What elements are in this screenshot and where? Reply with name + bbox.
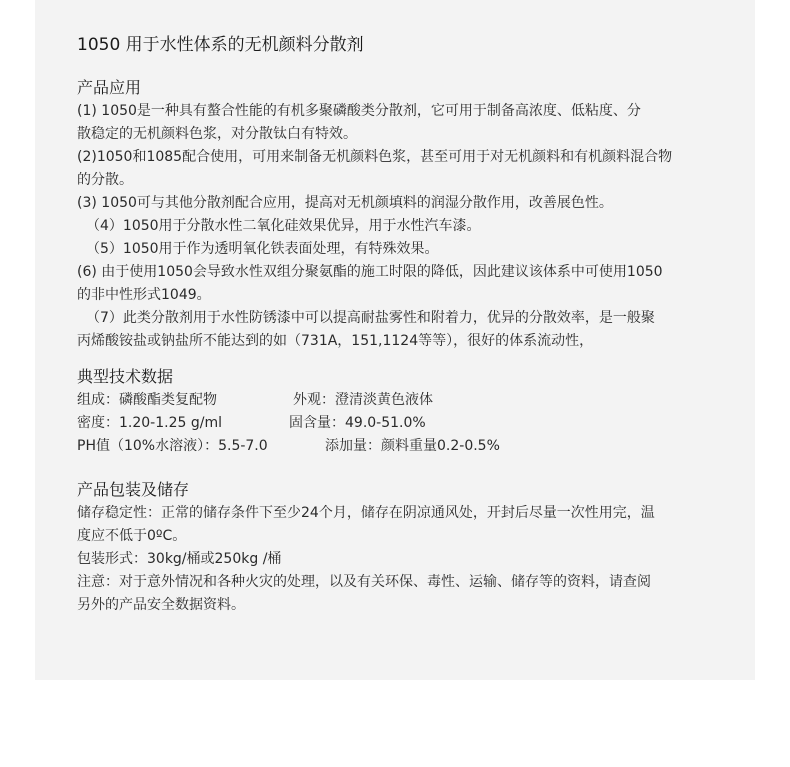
dosage-text: 添加量：颜料重量0.2-0.5%: [325, 438, 500, 454]
density-text: 密度：1.20-1.25 g/ml: [77, 415, 222, 431]
appearance-text: 外观：澄清淡黄色液体: [293, 392, 433, 408]
packaging-line: 另外的产品安全数据资料。: [77, 597, 245, 613]
composition-text: 组成：磷酸酯类复配物: [77, 392, 217, 408]
application-line: (2)1050和1085配合使用，可用来制备无机颜料色浆，甚至可用于对无机颜料和有机颜料混合物: [77, 149, 673, 165]
solids-text: 固含量：49.0-51.0%: [289, 415, 426, 431]
application-line: 散稳定的无机颜料色浆，对分散钛白有特效。: [77, 126, 357, 142]
applications-heading: 产品应用: [77, 78, 142, 97]
packaging-heading: 产品包装及储存: [77, 480, 190, 499]
application-line: (6) 由于使用1050会导致水性双组分聚氨酯的施工时限的降低，因此建议该体系中可使用1050: [77, 264, 663, 280]
application-line: （4）1050用于分散水性二氧化硅效果优异，用于水性汽车漆。: [86, 218, 481, 234]
tech-data-row-3: [77, 436, 500, 456]
packaging-line: 度应不低于0ºC。: [77, 528, 187, 544]
packaging-line: 注意：对于意外情况和各种火灾的处理，以及有关环保、毒性、运输、储存等的资料，请查阅: [77, 574, 651, 590]
application-line: (1) 1050是一种具有螯合性能的有机多聚磷酸类分散剂，它可用于制备高浓度、低粘度、分: [77, 103, 641, 119]
tech-data-heading: 典型技术数据: [77, 367, 174, 386]
tech-data-row-1: [77, 390, 433, 410]
tech-data-row-2: [77, 413, 426, 433]
packaging-line: 储存稳定性：正常的储存条件下至少24个月，储存在阴凉通风处，开封后尽量一次性用完，温: [77, 505, 655, 521]
application-line: （5）1050用于作为透明氧化铁表面处理，有特殊效果。: [86, 241, 439, 257]
document-title: 1050 用于水性体系的无机颜料分散剂: [77, 35, 364, 55]
application-line: （7）此类分散剂用于水性防锈漆中可以提高耐盐雾性和附着力，优异的分散效率，是一般聚: [86, 310, 655, 326]
application-line: 丙烯酸铵盐或钠盐所不能达到的如（731A，151,1124等等），很好的体系流动性，: [77, 333, 594, 349]
application-line: 的非中性形式1049。: [77, 287, 211, 303]
application-line: 的分散。: [77, 172, 133, 188]
application-line: (3) 1050可与其他分散剂配合应用，提高对无机颜填料的润湿分散作用，改善展色性。: [77, 195, 613, 211]
ph-text: PH值（10%水溶液）：5.5-7.0: [77, 438, 268, 454]
packaging-line: 包装形式：30kg/桶或250kg /桶: [77, 551, 282, 567]
